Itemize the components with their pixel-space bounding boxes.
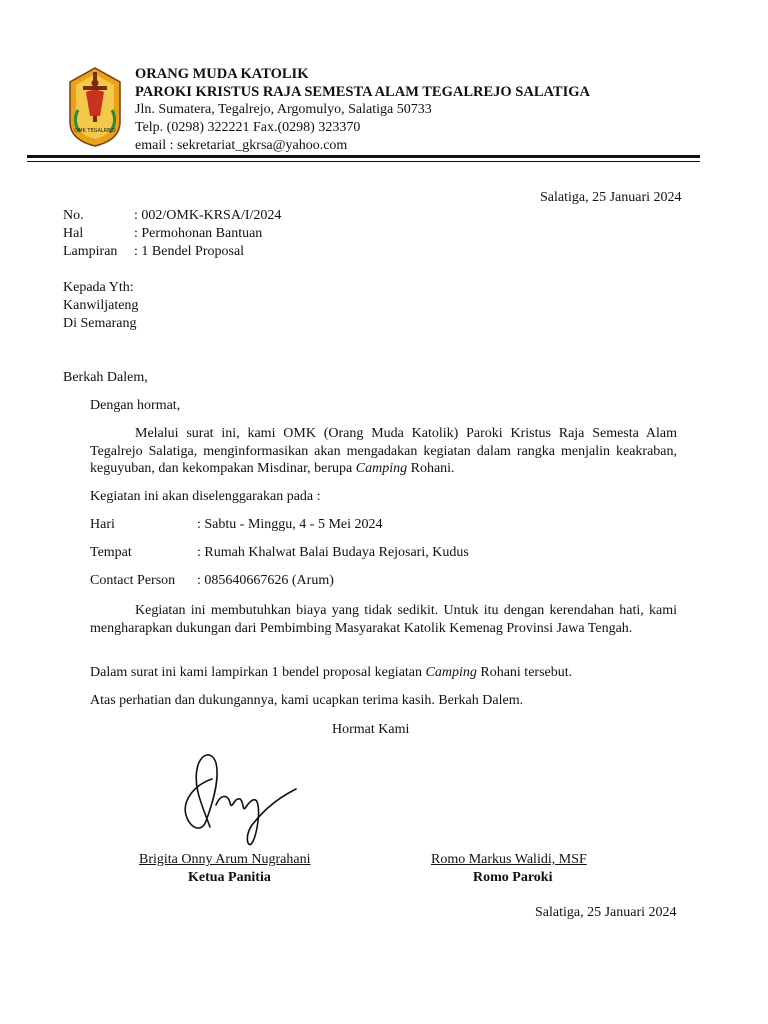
meta-label: Hal [63,226,84,241]
greeting: Dengan hormat, [90,398,181,413]
detail-label: Tempat [90,545,132,560]
meta-value: : 002/OMK-KRSA/I/2024 [134,208,282,223]
detail-value: : Sabtu - Minggu, 4 - 5 Mei 2024 [197,517,383,532]
meta-value: : Permohonan Bantuan [134,226,263,241]
address: Jln. Sumatera, Tegalrejo, Argomulyo, Salatiga 50733 [135,102,432,117]
place-date: Salatiga, 25 Januari 2024 [540,190,682,205]
thanks-line: Atas perhatian dan dukungannya, kami ucapkan terima kasih. Berkah Dalem. [90,693,524,708]
detail-value: : 085640667626 (Arum) [197,573,334,588]
signatory-role: Ketua Panitia [188,870,271,885]
closing: Hormat Kami [332,722,410,737]
event-intro: Kegiatan ini akan diselenggarakan pada : [90,489,321,504]
attachment-note: Dalam surat ini kami lampirkan 1 bendel proposal kegiatan Camping Rohani tersebut. [90,665,573,680]
signatory-role: Romo Paroki [473,870,553,885]
parish-name: PAROKI KRISTUS RAJA SEMESTA ALAM TEGALREJO SALATIGA [135,84,590,100]
footer-date: Salatiga, 25 Januari 2024 [535,905,677,920]
detail-value: : Rumah Khalwat Balai Budaya Rejosari, Kudus [197,545,469,560]
salutation: Berkah Dalem, [63,370,148,385]
svg-text:OMK TEGALREJO: OMK TEGALREJO [74,128,116,134]
detail-label: Hari [90,517,115,532]
handwritten-signature [172,745,300,850]
meta-value: : 1 Bendel Proposal [134,244,245,259]
detail-label: Contact Person [90,573,176,588]
body-paragraph: Kegiatan ini membutuhkan biaya yang tidak sedikit. Untuk itu dengan kerendahan hati, kami mengharapkan dukungan dari Pembimbing Masyarakat Katolik Kemenag Provinsi Jawa Tengah. [90,603,677,636]
signatory-name: Brigita Onny Arum Nugrahani [139,852,311,867]
recipient-line: Kanwiljateng [63,298,139,313]
body-paragraph: Melalui surat ini, kami OMK (Orang Muda Katolik) Paroki Kristus Raja Semesta Alam Tegalrejo Salatiga, menginformasikan akan mengadakan kegiatan dalam rangka menjalin keakraban, keguyuban, dan kekompakan Misdinar, berupa Camping Rohani. [90,426,677,476]
omk-logo [66,66,124,148]
header-divider-thick [27,155,700,158]
recipient-line: Di Semarang [63,316,137,331]
header-divider-thin [27,161,700,162]
org-name: ORANG MUDA KATOLIK [135,66,309,82]
meta-label: Lampiran [63,244,118,259]
recipient-line: Kepada Yth: [63,280,134,295]
phone-fax: Telp. (0298) 322221 Fax.(0298) 323370 [135,120,361,135]
meta-label: No. [63,208,84,223]
email: email : sekretariat_gkrsa@yahoo.com [135,138,348,153]
signatory-name: Romo Markus Walidi, MSF [431,852,587,867]
